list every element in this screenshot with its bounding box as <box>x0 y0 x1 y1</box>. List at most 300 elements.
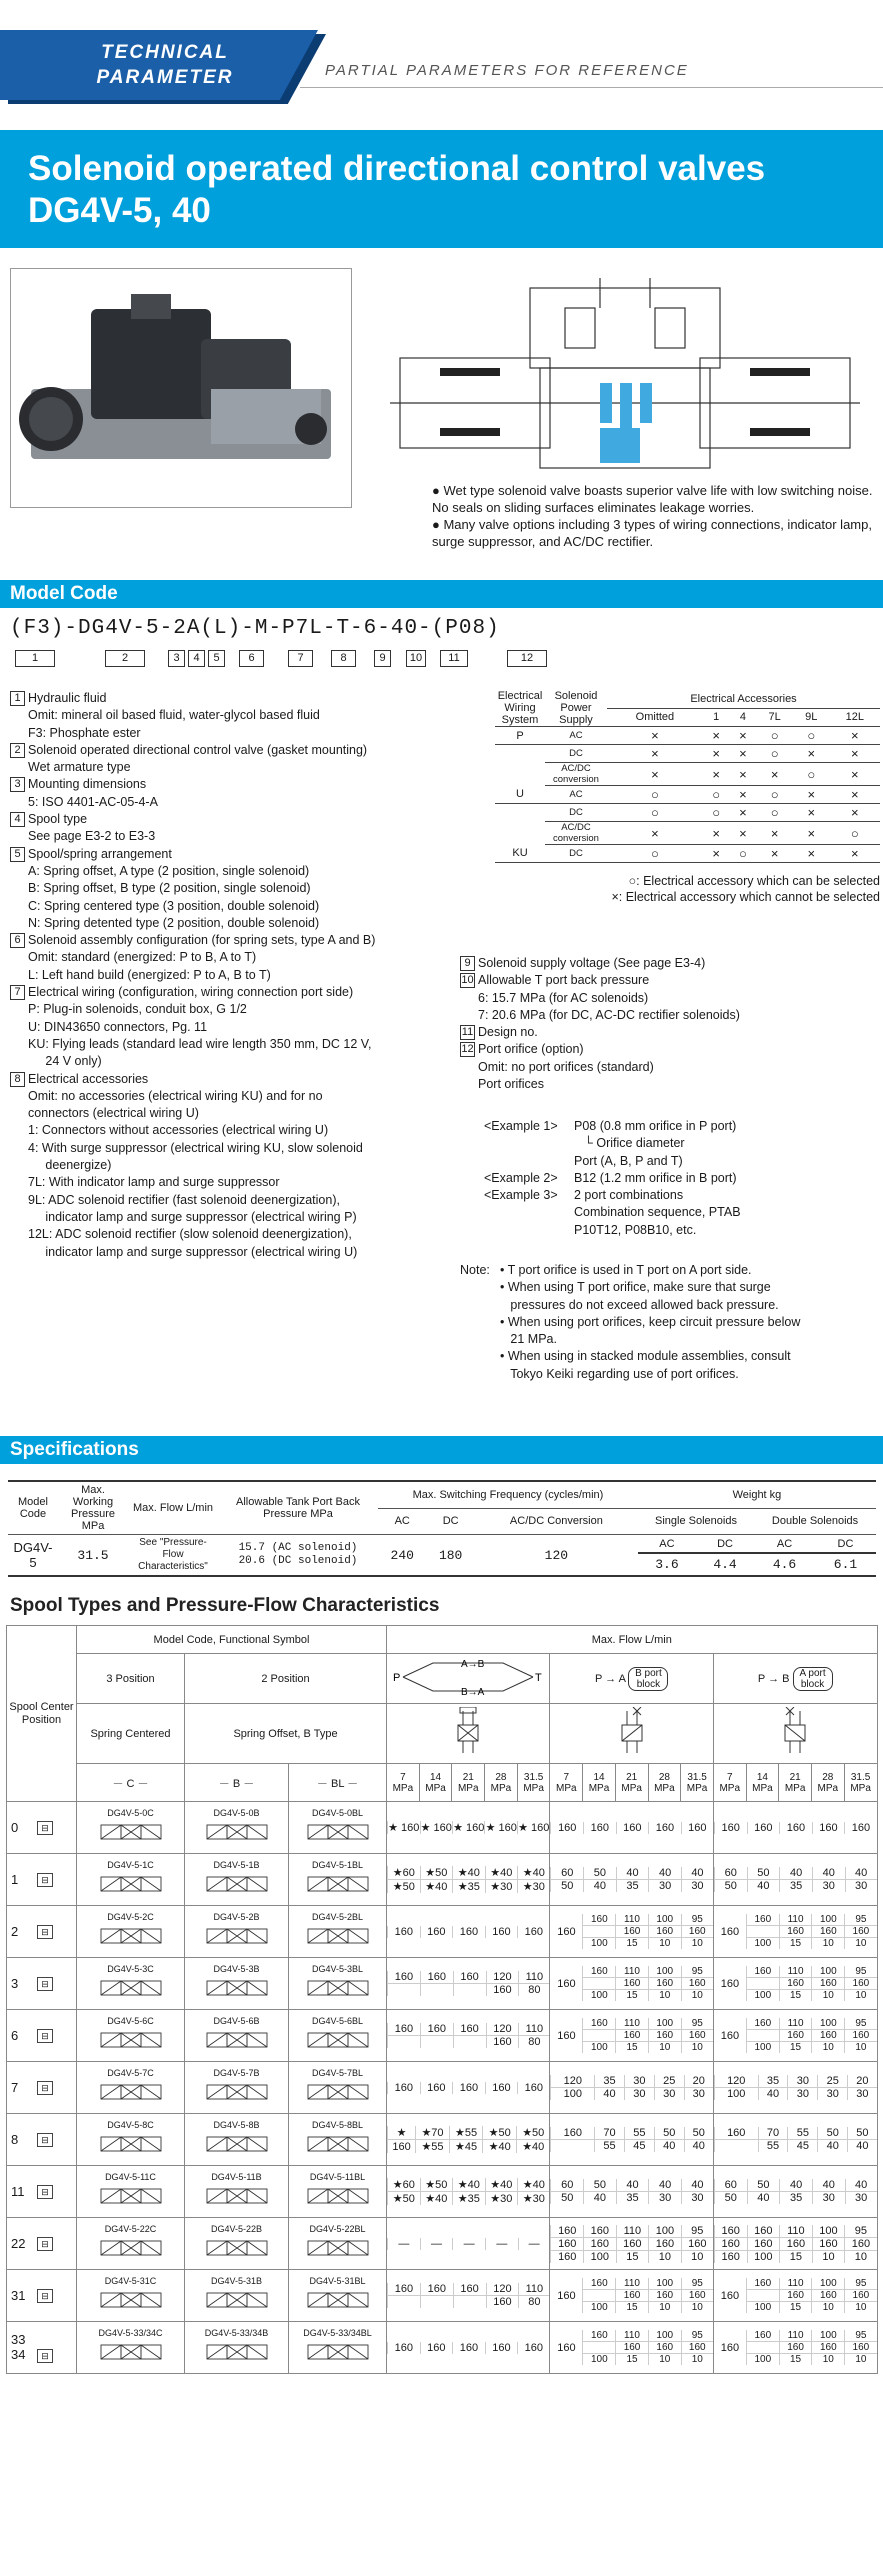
spool-model-c <box>77 2062 185 2114</box>
model-code-legend <box>10 690 450 1261</box>
flow-value: 40 <box>845 1867 876 1880</box>
ea-col-header: 7L <box>756 708 793 726</box>
flow-value: 10 <box>845 2042 877 2054</box>
code-box: 2 <box>105 650 145 667</box>
flow-value: 160 <box>453 1926 486 1938</box>
model-code: DG4V-5-6B <box>213 2015 260 2026</box>
note-line: • T port orifice is used in T port on A port side. <box>500 1263 752 1277</box>
flow-value: 30 <box>684 2088 713 2101</box>
spool-table: Spool Center Position Model Code, Functional Symbol Max. Flow L/min 3 Position 2 Position P T A→B B→A P → A B port block P → B A port block Spring Centered Spring Offset, B Type － C － － B － － BL － 7 MPa 14 MPa 21 MPa 28 MPa 31.5 MPa 7 MPa 14 MPa 21 MPa 28 MPa 31.5 MPa 7 MPa 14 MPa 21 MPa 28 MPa 31.5 MPa 0 ⊟ DG4V-5-0C DG4V-5-0B DG4V-5-0BL ★ 160 ★ 160 ★ 160 ★ 160 ★ 160 160 160 160 160 160 160 160 160 160 160 1 ⊟ DG4V-5-1C DG4V-5-1B DG4V-5-1BL ★60 ★50 ★40 ★40 ★40 ★50 ★40 ★35 ★30 ★30 60 50 40 40 40 50 40 35 30 30 60 50 40 40 40 50 40 35 30 30 2 ⊟ DG4V-5-2C DG4V-5-2B DG4V-5-2BL 160 160 160 160 160 160 160 110 100 95 160 160 160 100 15 10 10 160 160 110 100 95 160 160 160 100 15 10 10 3 ⊟ DG4V-5-3C DG4V-5-3B DG4V-5-3BL 160 160 160 120 110 160 80 160 160 110 100 95 160 160 160 100 15 10 10 160 160 110 100 95 160 160 160 100 15 10 10 6 ⊟ DG4V-5-6C DG4V-5-6B DG4V-5-6BL 160 160 160 120 110 160 80 160 160 110 100 95 160 160 160 100 15 10 10 160 160 110 100 95 160 160 160 100 15 10 10 7 ⊟ DG4V-5-7C DG4V-5-7B DG4V-5-7BL 160 160 160 160 160 120 35 30 25 20 100 40 30 30 30 120 35 30 25 20 100 40 30 30 30 8 ⊟ DG4V-5-8C DG4V-5-8B DG4V-5-8BL ★ ★70 ★55 ★50 ★50 160 ★55 ★45 ★40 ★40 160 70 55 50 50 55 45 40 40 160 70 55 50 50 55 45 40 40 11 ⊟ DG4V-5-11C DG4V-5-11B DG4V-5-11BL ★60 ★50 ★40 ★40 ★40 ★50 ★40 ★35 ★30 ★30 60 50 40 40 40 50 40 35 30 30 60 50 40 40 40 50 40 35 30 30 22 ⊟ DG4V-5-22C DG4V-5-22B DG4V-5-22BL — — — — — 160 160 110 100 95 160 160 160 160 160 160 100 15 10 10 160 160 110 100 95 160 160 160 160 160 160 100 15 10 10 31 ⊟ DG4V-5-31C DG4V-5-31B DG4V-5-31BL 160 160 160 120 110 160 80 160 160 110 100 95 160 160 160 100 15 10 10 160 160 110 100 95 160 160 160 100 15 10 10 33 34 ⊟ DG4V-5-33/34C DG4V-5-33/34B DG4V-5-33/34BL 160 160 160 160 160 160 160 110 100 95 160 160 160 100 15 10 10 160 160 110 100 95 160 160 160 100 15 10 10 <box>6 1625 877 2374</box>
flow-value: 45 <box>788 2140 818 2153</box>
flow-value: 160 <box>746 2330 779 2342</box>
flow-value: 45 <box>624 2140 654 2153</box>
ea-cell: × <box>730 804 757 822</box>
flow-value: 160 <box>845 2237 877 2250</box>
flow-value: 160 <box>812 1926 845 1938</box>
flow-value: 25 <box>654 2075 684 2088</box>
flow-value <box>583 2290 616 2302</box>
flow-value: 160 <box>681 2030 713 2042</box>
legend-line <box>10 707 450 724</box>
ea-cell: ○ <box>756 786 793 804</box>
spool-symbol-icon <box>96 2235 166 2261</box>
flow-value: 10 <box>681 2302 713 2314</box>
flow-value: ★40 <box>453 2178 486 2192</box>
legend-line <box>10 1019 450 1036</box>
mpa-header: 21 MPa <box>452 1764 485 1802</box>
flow-value: 10 <box>845 2354 877 2366</box>
item-text: Solenoid assembly configuration (for spring sets, type A and B) <box>28 933 376 948</box>
legend-line <box>10 898 450 915</box>
flow-value: 160 <box>420 1971 453 1984</box>
flow-value: 100 <box>648 1914 681 1926</box>
flow-value: 40 <box>584 2192 617 2205</box>
note-line: • When using in stacked module assemblies, consult <box>500 1349 791 1364</box>
spool-symbol-icon <box>303 1975 373 2001</box>
ea-power: AC <box>545 786 607 804</box>
spool-symbol-icon <box>303 2079 373 2105</box>
spool-symbol-icon <box>202 1871 272 1897</box>
flow-value: — <box>420 2238 453 2250</box>
model-code: DG4V-5-7C <box>107 2067 154 2078</box>
ea-cell: ○ <box>703 786 730 804</box>
flow-values-g3 <box>713 1802 877 1854</box>
ea-cell: × <box>756 845 793 863</box>
flow-value: 160 <box>779 1926 812 1938</box>
flow-value: 50 <box>818 2127 848 2140</box>
ea-cell: × <box>607 745 703 763</box>
center-symbol-icon: ⊟ <box>37 1925 53 1939</box>
spool-symbol-icon <box>303 2131 373 2157</box>
spool-symbol-icon <box>202 2131 272 2157</box>
flow-value: ★40 <box>420 1880 453 1894</box>
flow-value: 95 <box>681 1966 713 1978</box>
flow-value: ★ 160 <box>388 1822 420 1834</box>
flow-value <box>746 1926 779 1938</box>
flow-value: 110 <box>779 2330 812 2342</box>
flow-value: 160 <box>388 2023 421 2036</box>
flow-value <box>420 1984 453 1997</box>
center-symbol-icon: ⊟ <box>37 1977 53 1991</box>
spool-model-b <box>185 2166 289 2218</box>
ea-col-header: Omitted <box>607 708 703 726</box>
spool-symbol-icon <box>202 2339 272 2365</box>
flow-value: ★50 <box>483 2126 517 2140</box>
spool-symbol-icon <box>96 2287 166 2313</box>
header-tab-label: TECHNICAL PARAMETER <box>96 42 234 88</box>
mpa-header: 14 MPa <box>746 1764 779 1802</box>
ea-cell: × <box>830 727 880 745</box>
flow-value: 160 <box>557 2289 576 2302</box>
spool-symbol-icon <box>202 2079 272 2105</box>
legend-line <box>10 1071 450 1088</box>
flow-value: 160 <box>845 2342 877 2354</box>
spool-row <box>7 2322 878 2374</box>
flow-value: 100 <box>648 2018 681 2030</box>
flow-value: 10 <box>812 2302 845 2314</box>
flow-value: 160 <box>518 2342 550 2354</box>
flow-value: ★ 160 <box>485 1822 517 1834</box>
ea-row <box>495 786 880 804</box>
ea-cell: ○ <box>607 804 703 822</box>
flow-value: 110 <box>519 1971 550 1984</box>
flow-value: 100 <box>812 2278 845 2290</box>
flow-value: 10 <box>681 1990 713 2002</box>
ea-col-header: 4 <box>730 708 757 726</box>
flow-value: ★40 <box>485 2178 518 2192</box>
spool-symbol-icon <box>202 2183 272 2209</box>
flow-value: 160 <box>746 2278 779 2290</box>
flow-value: 80 <box>519 1984 550 1997</box>
spool-symbol-icon <box>96 2079 166 2105</box>
item-text: Allowable T port back pressure <box>478 973 650 988</box>
flow-values-g2 <box>550 2322 713 2374</box>
flow-value: 15 <box>779 1990 812 2002</box>
flow-value: 110 <box>616 2018 649 2030</box>
mpa-header: 28 MPa <box>811 1764 844 1802</box>
flow-values-g1 <box>387 1958 550 2010</box>
flow-value: 160 <box>845 2030 877 2042</box>
flow-value: 160 <box>720 1977 740 1990</box>
flow-value: 55 <box>788 2127 818 2140</box>
ea-cell: × <box>793 845 830 863</box>
flow-value: 110 <box>519 2283 550 2296</box>
flow-value: 160 <box>747 2237 780 2250</box>
flow-value: 10 <box>812 2354 845 2366</box>
spool-symbol-icon <box>202 2287 272 2313</box>
flow-value: 10 <box>681 2354 713 2366</box>
flow-values-g1 <box>387 1854 550 1906</box>
specifications-heading: Specifications <box>0 1436 883 1464</box>
flow-value: 160 <box>681 1926 713 1938</box>
item-text: 4: With surge suppressor (electrical wiring KU, slow solenoid <box>28 1140 363 1155</box>
flow-value: 160 <box>812 2290 845 2302</box>
spool-symbol-icon <box>303 1923 373 1949</box>
flow-value <box>746 2290 779 2302</box>
flow-value: ★40 <box>453 1866 486 1880</box>
flow-value: ★40 <box>518 1866 550 1880</box>
flow-value: 30 <box>654 2088 684 2101</box>
spool-symbol-icon <box>202 1923 272 1949</box>
spool-model-b <box>185 2322 289 2374</box>
flow-value: 15 <box>616 2250 649 2263</box>
note-line: • When using port orifices, keep circuit pressure below <box>500 1314 801 1329</box>
flow-value: 95 <box>845 1966 877 1978</box>
model-code: DG4V-5-11C <box>105 2171 156 2182</box>
flow-value: 10 <box>649 2250 682 2263</box>
flow-value: 30 <box>845 1880 876 1893</box>
flow-value: 30 <box>649 1880 682 1893</box>
ea-row <box>495 822 880 845</box>
spool-symbol-icon <box>96 2131 166 2157</box>
mpa-header: 7 MPa <box>550 1764 583 1802</box>
flow-value: 160 <box>453 1971 486 1984</box>
flow-value: 160 <box>714 2250 747 2263</box>
item-text: U: DIN43650 connectors, Pg. 11 <box>28 1019 208 1034</box>
legend-line <box>460 955 880 972</box>
flow-value: 30 <box>681 1880 712 1893</box>
ea-cell: ○ <box>756 804 793 822</box>
flow-value: 10 <box>681 2042 713 2054</box>
flow-value: 160 <box>845 1926 877 1938</box>
item-text: C: Spring centered type (3 position, double solenoid) <box>28 898 320 913</box>
item-text: connectors (electrical wiring U) <box>28 1106 199 1121</box>
flow-value: 40 <box>780 2179 813 2192</box>
ea-legend-not-selectable: ×: Electrical accessory which cannot be selected <box>611 890 880 904</box>
legend-line <box>10 1174 450 1191</box>
flow-value: 15 <box>779 2302 812 2314</box>
model-code-heading: Model Code <box>0 580 883 608</box>
flow-value: 160 <box>779 1978 812 1990</box>
spool-model-b <box>185 1958 289 2010</box>
flow-value: 35 <box>595 2075 625 2088</box>
item-text: Solenoid supply voltage (See page E3-4) <box>478 956 706 970</box>
flow-value <box>746 2030 779 2042</box>
flow-values-g1 <box>387 2218 550 2270</box>
spool-model-b <box>185 1906 289 1958</box>
mpa-header: 7 MPa <box>387 1764 420 1802</box>
flow-value: 160 <box>557 2029 576 2042</box>
flow-values-g3 <box>713 2218 877 2270</box>
flow-value: 160 <box>453 2082 486 2094</box>
ea-row <box>495 727 880 745</box>
flow-value: 100 <box>746 1938 779 1950</box>
spool-row <box>7 2270 878 2322</box>
flow-value: 70 <box>595 2127 625 2140</box>
flow-values-g2 <box>550 2062 713 2114</box>
flow-value: 40 <box>584 1880 617 1893</box>
flow-values-g1 <box>387 2062 550 2114</box>
mpa-header: 31.5 MPa <box>844 1764 877 1802</box>
spool-position: 6 ⊟ <box>7 2010 77 2062</box>
item-text: 12L: ADC solenoid rectifier (slow solenoid deenergization), <box>28 1227 352 1242</box>
flow-value: 160 <box>518 2082 550 2094</box>
ea-row <box>495 845 880 863</box>
spool-symbol-icon <box>202 2235 272 2261</box>
flow-value: 160 <box>584 2225 617 2238</box>
legend-line <box>10 759 450 776</box>
item-text: L: Left hand build (energized: P to A, B to T) <box>28 967 271 982</box>
flow-value: 10 <box>812 1938 845 1950</box>
flow-value: ★40 <box>420 2192 453 2206</box>
flow-value: 160 <box>584 1822 617 1834</box>
item-text: Hydraulic fluid <box>28 691 107 705</box>
page-title: Solenoid operated directional control valves DG4V-5, 40 <box>28 149 766 230</box>
flow-value: 160 <box>616 2030 649 2042</box>
flow-values-g2 <box>550 1802 713 1854</box>
legend-line <box>10 880 450 897</box>
ea-cell: ○ <box>756 745 793 763</box>
model-code: DG4V-5-7B <box>213 2067 260 2078</box>
ea-power: AC/DC conversion <box>545 763 607 786</box>
spool-model-c <box>77 2218 185 2270</box>
code-box: 9 <box>374 650 391 667</box>
ea-wiring <box>495 822 545 845</box>
spool-position: 22 ⊟ <box>7 2218 77 2270</box>
spool-model-c <box>77 2010 185 2062</box>
flow-value: 95 <box>681 2018 713 2030</box>
model-code: DG4V-5-2BL <box>312 1911 364 1922</box>
ea-power: DC <box>545 745 607 763</box>
flow-value: 160 <box>616 1926 649 1938</box>
flow-value: 15 <box>616 1938 649 1950</box>
flow-value: 160 <box>388 2082 421 2094</box>
flow-value: 30 <box>788 2075 818 2088</box>
spool-model-c <box>77 2166 185 2218</box>
flow-value <box>583 1926 616 1938</box>
ea-cell: × <box>830 745 880 763</box>
legend-line <box>10 949 450 966</box>
model-code: DG4V-5-0C <box>107 1807 154 1818</box>
ea-cell: × <box>830 804 880 822</box>
flow-value: 100 <box>583 2042 616 2054</box>
flow-value: 30 <box>812 2192 845 2205</box>
spool-model-bl <box>289 2218 387 2270</box>
flow-value: 35 <box>780 2192 813 2205</box>
legend-line <box>10 1226 450 1243</box>
flow-value: 160 <box>420 2023 453 2036</box>
flow-value: ★50 <box>420 1866 453 1880</box>
model-code: DG4V-5-1BL <box>312 1859 364 1870</box>
flow-value: ★30 <box>485 2192 518 2206</box>
ea-cell: ○ <box>793 727 830 745</box>
cross-section-drawing <box>390 268 860 478</box>
item-text: Electrical accessories <box>28 1071 149 1086</box>
product-photo <box>10 268 352 508</box>
spool-symbol-icon <box>202 1975 272 2001</box>
ea-cell: × <box>756 822 793 845</box>
flow-value: 160 <box>453 2023 486 2036</box>
flow-value: 120 <box>714 2075 758 2088</box>
ea-wiring <box>495 804 545 822</box>
model-code: DG4V-5-31B <box>210 2275 263 2286</box>
ea-wiring <box>495 763 545 786</box>
spool-symbol-icon <box>96 2183 166 2209</box>
flow-value: 160 <box>812 1822 845 1834</box>
flow-value: 10 <box>845 2302 877 2314</box>
item-text: indicator lamp and surge suppressor (electrical wiring P) <box>28 1209 357 1224</box>
code-box: 3 <box>168 650 185 667</box>
flow-value: ★60 <box>388 1866 421 1880</box>
flow-value <box>583 2030 616 2042</box>
flow-value: 40 <box>758 2088 788 2101</box>
flow-value: 10 <box>812 1990 845 2002</box>
ea-row <box>495 804 880 822</box>
flow-symbol-pa <box>550 1704 713 1764</box>
code-box: 1 <box>15 650 55 667</box>
ea-cell: × <box>730 786 757 804</box>
flow-value: 160 <box>616 1822 649 1834</box>
svg-text:A→B: A→B <box>461 1659 485 1670</box>
flow-value: 40 <box>747 2192 780 2205</box>
flow-value: 160 <box>714 2237 747 2250</box>
flow-value: 160 <box>746 1914 779 1926</box>
model-code: DG4V-5-2B <box>213 1911 260 1922</box>
item-text: Design no. <box>478 1025 538 1040</box>
flow-value: 40 <box>747 1880 780 1893</box>
flow-value: 40 <box>616 2179 649 2192</box>
flow-value: 160 <box>584 2237 617 2250</box>
ea-cell: × <box>756 763 793 786</box>
item-text: Electrical wiring (configuration, wiring connection port side) <box>28 985 354 1000</box>
flow-value: 160 <box>845 1822 877 1834</box>
spool-symbol-icon <box>303 2027 373 2053</box>
flow-value: 10 <box>648 2302 681 2314</box>
flow-value <box>583 1978 616 1990</box>
flow-value: 160 <box>485 2342 518 2354</box>
flow-value: 160 <box>747 1822 780 1834</box>
flow-value: 55 <box>624 2127 654 2140</box>
legend-line <box>10 1122 450 1139</box>
flow-values-g1 <box>387 2270 550 2322</box>
ea-wiring: U <box>495 786 545 804</box>
ea-wiring: KU <box>495 845 545 863</box>
legend-line <box>460 1007 880 1024</box>
ea-cell: × <box>703 845 730 863</box>
flow-value: 30 <box>845 2192 876 2205</box>
legend-line <box>10 1244 450 1261</box>
flow-value: — <box>518 2238 549 2250</box>
ea-wiring: P <box>495 727 545 745</box>
model-code: DG4V-5-6C <box>107 2015 154 2026</box>
flow-value: 100 <box>648 1966 681 1978</box>
spool-model-b <box>185 2114 289 2166</box>
flow-value: 10 <box>812 2042 845 2054</box>
flow-value: 160 <box>388 2342 421 2354</box>
model-code: DG4V-5-33/34C <box>98 2327 163 2338</box>
flow-value: 40 <box>848 2140 877 2153</box>
flow-value: 160 <box>583 1966 616 1978</box>
flow-value: 20 <box>684 2075 713 2088</box>
flow-values-g2 <box>550 1854 713 1906</box>
flow-value: 40 <box>681 2179 712 2192</box>
spool-model-bl <box>289 2322 387 2374</box>
ea-power: AC/DC conversion <box>545 822 607 845</box>
flow-symbol-pb <box>713 1704 877 1764</box>
item-text: See page E3-2 to E3-3 <box>28 829 156 844</box>
flow-value: 35 <box>616 2192 649 2205</box>
flow-value: 100 <box>746 2042 779 2054</box>
item-text: Solenoid operated directional control valve (gasket mounting) <box>28 742 368 757</box>
flow-value: 160 <box>780 2237 813 2250</box>
flow-value: 160 <box>720 2341 740 2354</box>
notes: Note: • T port orifice is used in T port on A port side. • When using T port orifice, make sure that surge pressures do not exceed allowed back pressure. • When using port orifices, keep circuit pressure below 21 MPa. • When using in stacked module assemblies, consult Tokyo Keiki regarding use of port orifices. <box>460 1262 880 1383</box>
spool-row <box>7 1906 878 1958</box>
spool-model-b <box>185 2010 289 2062</box>
flow-value: 15 <box>616 2042 649 2054</box>
item-text: Omit: no accessories (electrical wiring KU) and for no <box>28 1088 323 1103</box>
ea-cell: × <box>793 745 830 763</box>
code-box: 6 <box>239 650 264 667</box>
center-symbol-icon: ⊟ <box>37 2133 53 2147</box>
model-code: DG4V-5-3C <box>107 1963 154 1974</box>
svg-text:B→A: B→A <box>461 1687 485 1698</box>
item-number: 1 <box>10 691 25 706</box>
item-text: Omit: mineral oil based fluid, water-glycol based fluid <box>28 708 320 723</box>
ea-cell: × <box>830 763 880 786</box>
flow-value: ★ 160 <box>518 1822 550 1834</box>
flow-values-g3 <box>713 1906 877 1958</box>
flow-value: — <box>486 2238 519 2250</box>
ea-header-accessories: Electrical Accessories <box>607 690 880 708</box>
flow-value: ★ 160 <box>453 1822 485 1834</box>
spool-symbol-icon <box>303 1819 373 1845</box>
item-text: Mounting dimensions <box>28 777 147 792</box>
flow-value: 160 <box>649 1822 682 1834</box>
spool-model-bl <box>289 2062 387 2114</box>
spool-model-b <box>185 2062 289 2114</box>
flow-value: 160 <box>551 2225 584 2238</box>
model-code: DG4V-5-8C <box>107 2119 154 2130</box>
